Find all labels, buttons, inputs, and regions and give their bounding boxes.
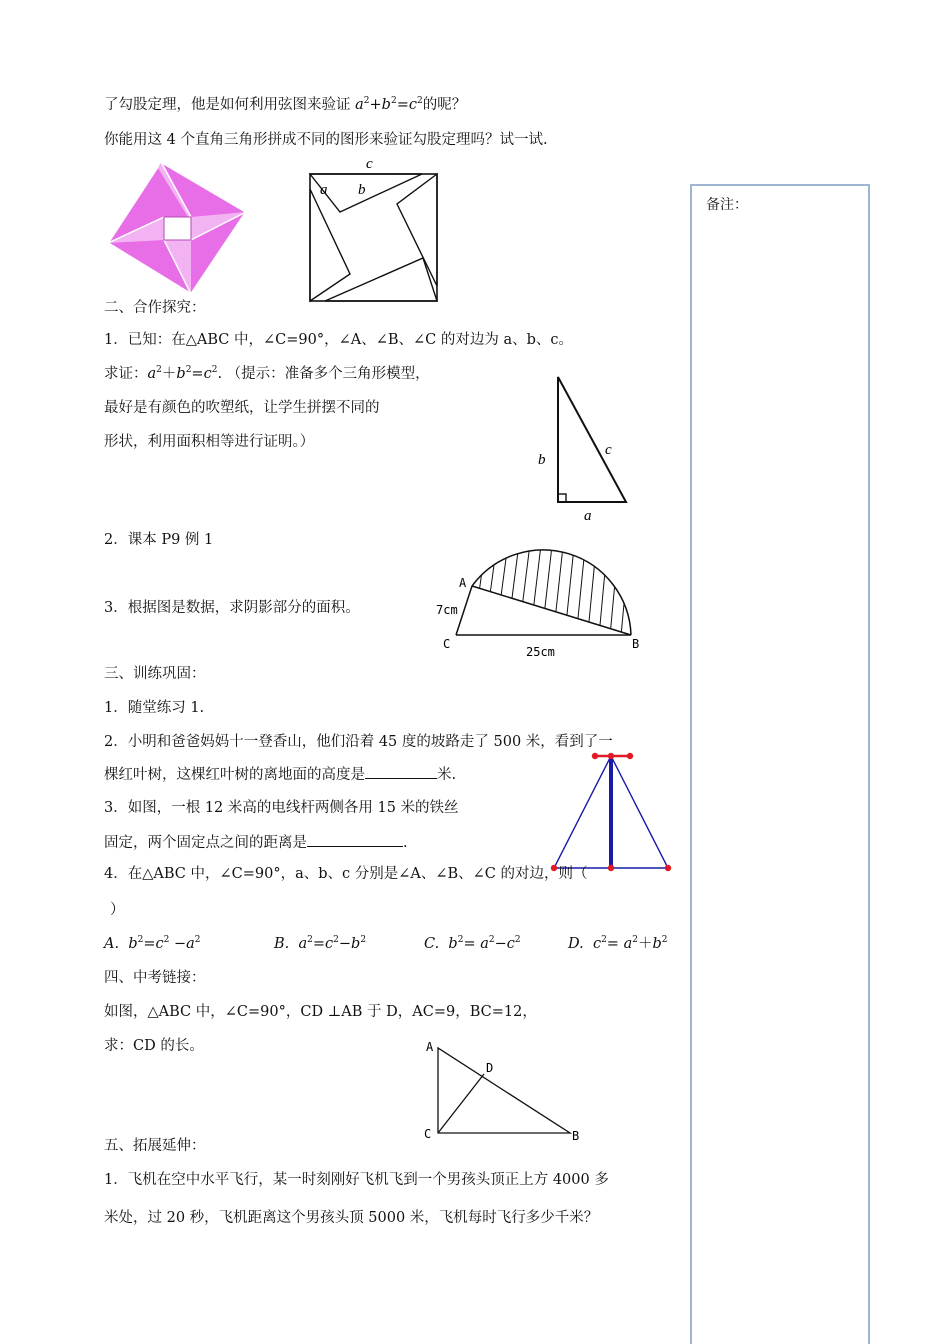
section-5-heading: 五、拓展延伸： bbox=[104, 1138, 206, 1154]
label-base: 25cm bbox=[526, 645, 555, 659]
label-side: 7cm bbox=[436, 603, 458, 617]
label-a: a bbox=[320, 182, 328, 198]
pinwheel-figure bbox=[106, 160, 248, 298]
section-3-heading: 三、训练巩固： bbox=[104, 666, 206, 682]
right-triangle-figure bbox=[530, 372, 640, 524]
altitude-triangle-figure bbox=[420, 1036, 590, 1146]
s4-line2: 求：CD 的长。 bbox=[104, 1038, 204, 1054]
intro-line-1: 了勾股定理，他是如何利用弦图来验证 $a^2+b^2=c^2$的呢？ bbox=[104, 96, 467, 113]
option-b: B. $a^2=c^2-b^2$ bbox=[274, 935, 367, 952]
s3-q2-line1: 2．小明和爸爸妈妈十一登香山，他们沿着 45 度的坡路走了 500 米，看到了一 bbox=[104, 734, 613, 750]
s3-q4-line1: 4．在△ABC 中，∠C=90°，a、b、c 分别是∠A、∠B、∠C 的对边，则（ bbox=[104, 866, 588, 882]
label-b: b bbox=[358, 182, 366, 198]
section-2-heading: 二、合作探究： bbox=[104, 300, 206, 316]
s3-q4-line2: ） bbox=[110, 902, 125, 918]
label-c: c bbox=[366, 156, 373, 172]
s2-q3: 3．根据图是数据，求阴影部分的面积。 bbox=[104, 600, 360, 616]
s5-q1-line2: 米处，过 20 秒，飞机距离这个男孩头顶 5000 米，飞机每时飞行多少千米？ bbox=[104, 1210, 599, 1226]
label-C: C bbox=[424, 1127, 432, 1141]
pole-figure bbox=[548, 750, 674, 872]
s5-q1-line1: 1．飞机在空中水平飞行，某一时刻刚好飞机飞到一个男孩头顶正上方 4000 多 bbox=[104, 1172, 609, 1188]
label-b: b bbox=[538, 452, 546, 468]
label-A: A bbox=[459, 576, 467, 590]
option-a: A. $b^2=c^2 -a^2$ bbox=[104, 935, 201, 952]
label-B: B bbox=[572, 1129, 580, 1143]
label-C: C bbox=[443, 637, 451, 651]
chord-square-figure bbox=[306, 156, 442, 306]
s4-line1: 如图，△ABC 中，∠C=90°，CD ⊥AB 于 D，AC=9，BC=12， bbox=[104, 1004, 537, 1020]
s3-q1: 1．随堂练习 1. bbox=[104, 700, 205, 716]
s3-q3-line2: 固定，两个固定点之间的距离是 . bbox=[104, 832, 408, 853]
s2-q1-line3: 最好是有颜色的吹塑纸，让学生拼摆不同的 bbox=[104, 400, 380, 416]
label-a: a bbox=[584, 508, 592, 524]
option-c: C. $b^2= a^2-c^2$ bbox=[424, 935, 521, 952]
s2-q1-line4: 形状，利用面积相等进行证明。） bbox=[104, 434, 315, 450]
s2-q2: 2．课本 P9 例 1 bbox=[104, 532, 214, 548]
notes-label: 备注： bbox=[706, 197, 748, 213]
semicircle-figure bbox=[432, 528, 646, 662]
label-B: B bbox=[632, 637, 640, 651]
intro-line-2: 你能用这 4 个直角三角形拼成不同的图形来验证勾股定理吗？试一试. bbox=[104, 132, 548, 148]
s3-q3-line1: 3．如图，一根 12 米高的电线杆两侧各用 15 米的铁丝 bbox=[104, 800, 459, 816]
s3-q2-line2: 棵红叶树，这棵红叶树的离地面的高度是 米. bbox=[104, 764, 456, 785]
option-d: D. $c^2= a^2+b^2$ bbox=[568, 935, 668, 952]
s2-q1-line2: 求证：$a^2+b^2=c^2$. （提示：准备多个三角形模型， bbox=[104, 365, 430, 382]
section-4-heading: 四、中考链接： bbox=[104, 970, 206, 986]
label-D: D bbox=[486, 1061, 494, 1075]
label-c: c bbox=[605, 442, 612, 458]
notes-box bbox=[690, 184, 870, 1344]
label-A: A bbox=[426, 1040, 434, 1054]
s2-q1-line1: 1．已知：在△ABC 中，∠C=90°，∠A、∠B、∠C 的对边为 a、b、c。 bbox=[104, 332, 574, 348]
